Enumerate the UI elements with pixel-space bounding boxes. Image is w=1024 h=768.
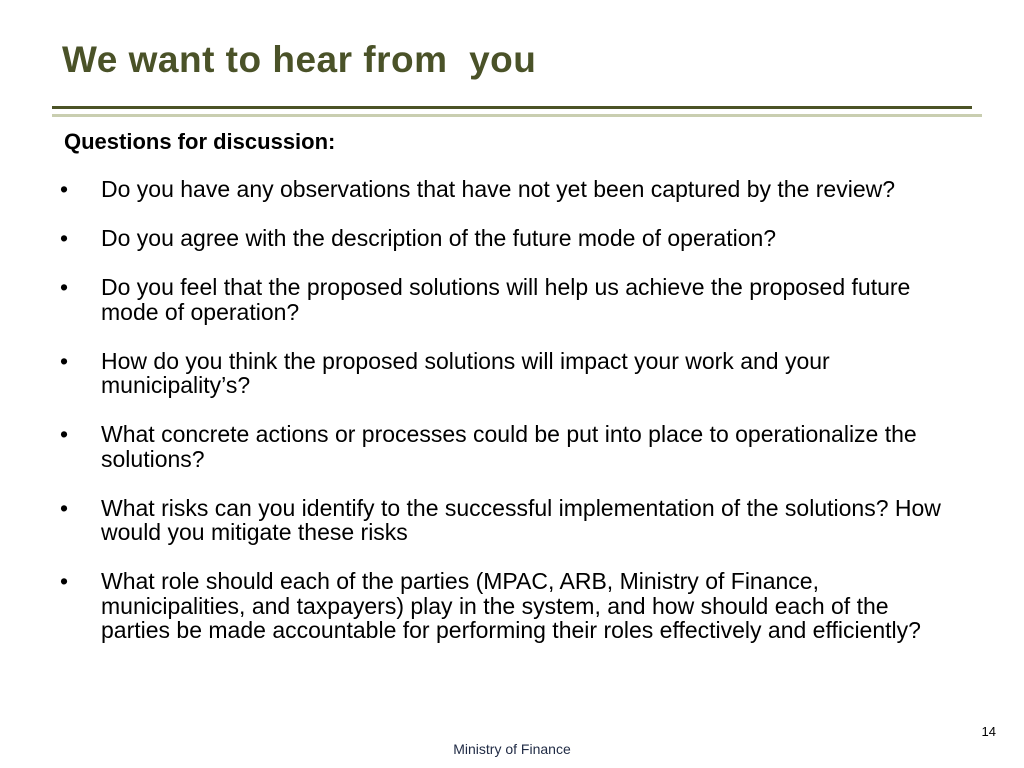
bullet-icon: • (60, 176, 69, 202)
slide-title: We want to hear from you (62, 39, 537, 80)
question-text: What role should each of the parties (MPAC, ARB, Ministry of Finance, municipalities, and taxpayers) play in the system, and how should each of the parties be made accountable for performing their roles effectively and efficiently? (101, 568, 921, 643)
question-text: What concrete actions or processes could be put into place to operationalize the solutions? (101, 421, 917, 472)
list-item (58, 569, 958, 643)
list-item (58, 349, 958, 398)
title-divider-light (52, 114, 982, 117)
question-text: Do you feel that the proposed solutions will help us achieve the proposed future mode of operation? (101, 274, 911, 325)
list-item (58, 275, 958, 324)
footer-organization: Ministry of Finance (453, 741, 571, 757)
question-text: What risks can you identify to the successful implementation of the solutions? How would you mitigate these risks (101, 494, 941, 545)
list-item (58, 226, 958, 251)
list-item (58, 496, 958, 545)
page-number: 14 (981, 724, 996, 739)
section-heading: Questions for discussion: (64, 129, 336, 154)
list-item (58, 177, 958, 202)
bullet-icon: • (60, 274, 69, 300)
bullet-icon: • (60, 225, 69, 251)
bullet-icon: • (60, 494, 69, 521)
bullet-icon: • (60, 421, 69, 447)
question-text: Do you agree with the description of the future mode of operation? (101, 225, 777, 251)
bullet-icon: • (60, 347, 69, 374)
discussion-questions-list (58, 177, 958, 667)
list-item (58, 422, 958, 471)
bullet-icon: • (60, 568, 69, 594)
question-text: How do you think the proposed solutions will impact your work and your municipality’s? (101, 347, 830, 398)
question-text: Do you have any observations that have not yet been captured by the review? (101, 176, 896, 202)
title-divider-dark (52, 106, 972, 109)
